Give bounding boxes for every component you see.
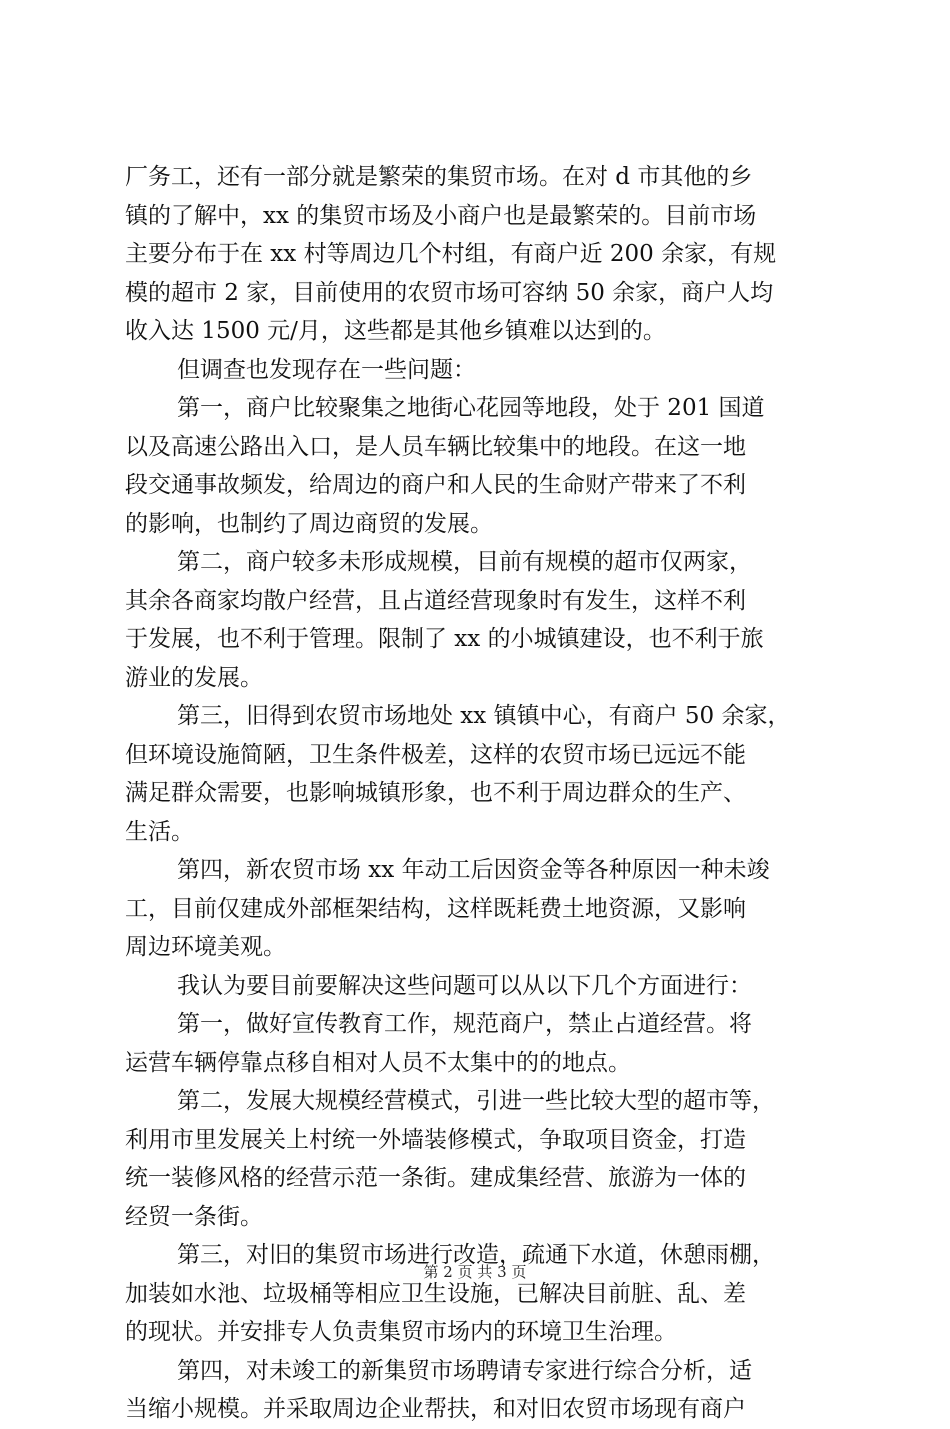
text-line: 经贸一条街。 [125, 1203, 263, 1230]
text-line: 模的超市 2 家，目前使用的农贸市场可容纳 50 余家，商户人均 [125, 279, 774, 306]
text-line: 以及高速公路出入口，是人员车辆比较集中的地段。在这一地 [125, 433, 746, 460]
text-line: 游业的发展。 [125, 664, 263, 691]
text-line: 的现状。并安排专人负责集贸市场内的环境卫生治理。 [125, 1319, 677, 1345]
text-line: 第四，对未竣工的新集贸市场聘请专家进行综合分析，适 [177, 1357, 752, 1384]
page-footer: 第 2 页 共 3 页 [423, 1263, 527, 1281]
text-line: 加装如水池、垃圾桶等相应卫生设施，已解决目前脏、乱、差 [125, 1280, 746, 1307]
text-line: 利用市里发展关上村统一外墙装修模式，争取项目资金，打造 [125, 1126, 746, 1153]
text-line: 的影响，也制约了周边商贸的发展。 [125, 510, 493, 537]
text-line: 段交通事故频发，给周边的商户和人民的生命财产带来了不利 [125, 472, 746, 498]
text-line: 我认为要目前要解决这些问题可以从以下几个方面进行： [177, 972, 752, 999]
text-line: 其余各商家均散户经营，且占道经营现象时有发生，这样不利 [125, 587, 746, 614]
text-line: 满足群众需要，也影响城镇形象，也不利于周边群众的生产、 [125, 780, 746, 806]
text-line: 统一装修风格的经营示范一条街。建成集经营、旅游为一体的 [125, 1165, 746, 1191]
text-line: 运营车辆停靠点移自相对人员不太集中的的地点。 [125, 1049, 631, 1076]
text-line: 镇的了解中，xx 的集贸市场及小商户也是最繁荣的。目前市场 [125, 202, 757, 229]
document-body [125, 158, 835, 1429]
text-line: 第三，对旧的集贸市场进行改造，疏通下水道，休憩雨棚， [177, 1242, 775, 1268]
text-line: 第三，旧得到农贸市场地处 xx 镇镇中心，有商户 50 余家， [177, 703, 791, 729]
text-line: 第一，商户比较聚集之地街心花园等地段，处于 201 国道 [177, 395, 765, 421]
text-line: 于发展，也不利于管理。限制了 xx 的小城镇建设，也不利于旅 [125, 626, 764, 652]
text-line: 主要分布于在 xx 村等周边几个村组，有商户近 200 余家，有规 [125, 241, 777, 267]
text-line: 第四，新农贸市场 xx 年动工后因资金等各种原因一种未竣 [177, 857, 770, 883]
text-line: 工，目前仅建成外部框架结构，这样既耗费土地资源，又影响 [125, 895, 746, 922]
text-line: 第一，做好宣传教育工作，规范商户，禁止占道经营。将 [177, 1011, 752, 1037]
text-line: 收入达 1500 元/月，这些都是其他乡镇难以达到的。 [125, 318, 666, 344]
text-line: 生活。 [125, 818, 194, 845]
text-line: 当缩小规模。并采取周边企业帮扶，和对旧农贸市场现有商户 [125, 1396, 746, 1422]
text-line: 但环境设施简陋，卫生条件极差，这样的农贸市场已远远不能 [125, 741, 746, 768]
text-line: 周边环境美观。 [125, 934, 286, 960]
text-line: 但调查也发现存在一些问题： [177, 356, 476, 383]
text-line: 厂务工，还有一部分就是繁荣的集贸市场。在对 d 市其他的乡 [125, 164, 753, 190]
text-line: 第二，商户较多未形成规模，目前有规模的超市仅两家， [177, 549, 752, 575]
text-line: 第二，发展大规模经营模式，引进一些比较大型的超市等， [177, 1088, 775, 1114]
